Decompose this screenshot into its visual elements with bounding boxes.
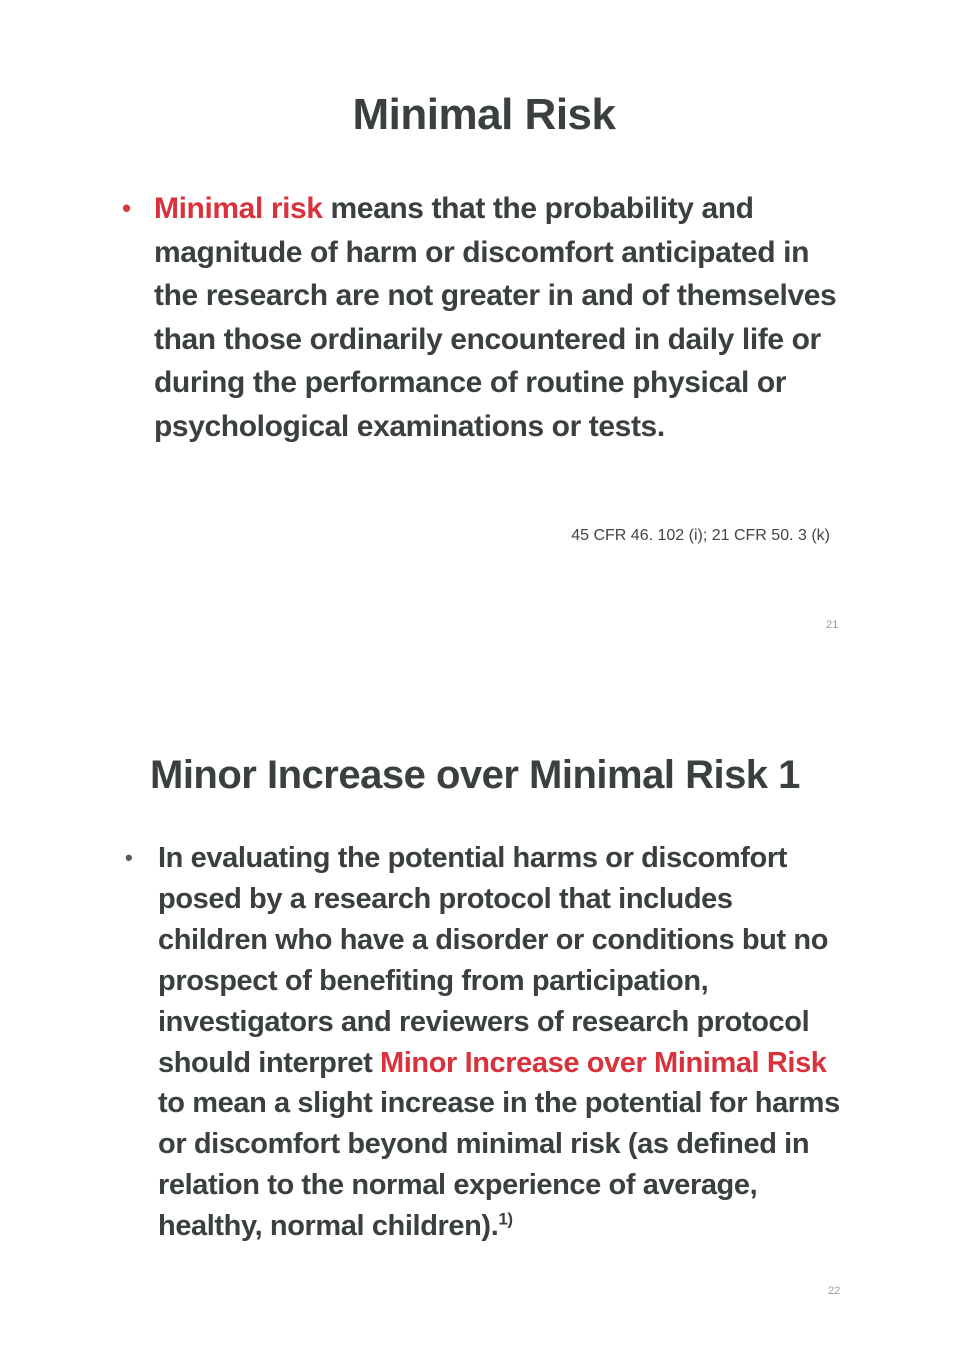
footnote-marker: 1)	[498, 1209, 513, 1229]
slide-minimal-risk	[0, 0, 968, 680]
page-number: 22	[828, 1285, 841, 1297]
citation: 45 CFR 46. 102 (i); 21 CFR 50. 3 (k)	[571, 527, 830, 544]
bullet-icon: •	[122, 193, 131, 223]
bullet-icon: •	[125, 845, 133, 870]
bullet-text-before: In evaluating the potential harms or discomfort posed by a research protocol that includes children who have a disorder or conditions but no prospect of benefiting from participation, investigators and reviewers of research protocol should interpret	[158, 842, 829, 1079]
bullet-point	[122, 187, 844, 449]
slide-minor-increase	[0, 680, 968, 1369]
highlight-term: Minor Increase over Minimal Risk	[380, 1046, 827, 1079]
bullet-text-after: to mean a slight increase in the potential for harms or discomfort beyond minimal risk (as defined in relation to the normal experience of average, healthy, normal children).	[158, 1087, 840, 1243]
highlight-term: Minimal risk	[154, 192, 323, 225]
bullet-text: means that the probability and magnitude of harm or discomfort anticipated in the research are not greater in and of themselves than those ordinarily encountered in daily life or during the performance of routine physical or psychological examinations or tests.	[154, 192, 837, 443]
slide-title: Minor Increase over Minimal Risk 1	[150, 753, 800, 797]
bullet-point	[125, 838, 848, 1247]
slide-title: Minimal Risk	[352, 90, 616, 139]
page-number: 21	[826, 619, 839, 631]
